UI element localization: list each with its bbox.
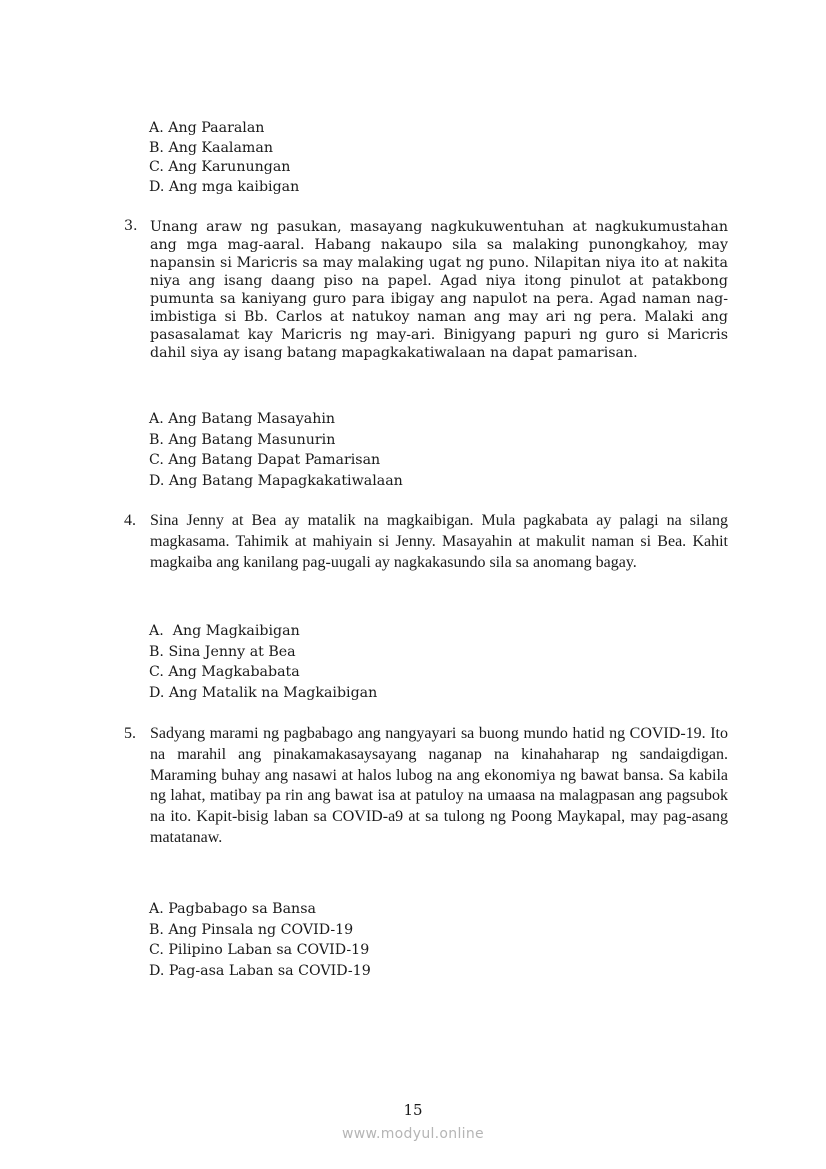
question-5 [124, 724, 728, 849]
prev-question-options [149, 119, 299, 197]
question-text: Sina Jenny at Bea ay matalik na magkaibigan. Mula pagkabata ay palagi na silang magkasama. Tahimik at mahiyain si Jenny. Masayahin at makulit naman si Bea. Kahit magkaiba ang kanilang pag-uugali ay nagkakasundo sila sa anomang bagay. [150, 512, 728, 571]
option-d: D. Ang Batang Mapagkakatiwalaan [149, 472, 403, 489]
option-a: A. Ang Paaralan [149, 120, 265, 136]
option-d: D. Ang mga kaibigan [149, 178, 300, 195]
question-number: 4. [124, 512, 136, 529]
option-a: A. Ang Magkaibigan [149, 623, 300, 639]
question-4 [124, 511, 728, 573]
question-5-options [149, 899, 371, 981]
option-b: B. Sina Jenny at Bea [149, 643, 296, 660]
option-c: C. Pilipino Laban sa COVID-19 [149, 942, 370, 958]
question-number: 5. [124, 725, 136, 742]
option-a: A. Ang Batang Masayahin [149, 411, 336, 427]
option-a: A. Pagbabago sa Bansa [149, 901, 316, 917]
question-text: Unang araw ng pasukan, masayang nagkukuwentuhan at nagkukumustahan ang mga mag-aaral. Habang nakaupo sila sa malaking punongkahoy, may napansin si Maricris sa may malaking ugat ng puno. Nilapitan niya ito at nakita niya ang isang daang piso na papel. Agad niya itong pinulot at patakbong pumunta sa kaniyang guro para ibigay ang napulot na pera. Agad naman nag-imbistiga si Bb. Carlos at natukoy naman ang may ari ng pera. Malaki ang pasasalamat kay Maricris ng may-ari. Binigyang papuri ng guro si Maricris dahil siya ay isang batang mapagkakatiwalaan na dapat pamarisan. [150, 219, 728, 361]
option-b: B. Ang Kaalaman [149, 139, 273, 156]
watermark: www.modyul.online [342, 1126, 484, 1142]
question-text: Sadyang marami ng pagbabago ang nangyayari sa buong mundo hatid ng COVID-19. Ito na marahil ang pinakamakasaysayang naganap na kinahaharap ng sandaigdigan. Maraming buhay ang nasawi at halos lubog na ang ekonomiya ng bawat bansa. Sa kabila ng lahat, matibay pa rin ang bawat isa at patuloy na umaasa na malagpasan ang pagsubok na ito. Kapit-bisig laban sa COVID-a9 at sa tulong ng Poong Maykapal, may pag-asang matatanaw. [150, 725, 728, 846]
option-b: B. Ang Batang Masunurin [149, 431, 336, 448]
question-number: 3. [124, 218, 138, 234]
option-c: C. Ang Magkababata [149, 664, 300, 680]
option-d: D. Pag-asa Laban sa COVID-19 [149, 962, 371, 979]
option-c: C. Ang Karunungan [149, 159, 291, 175]
page-number: 15 [403, 1101, 423, 1119]
option-c: C. Ang Batang Dapat Pamarisan [149, 452, 381, 468]
question-3 [124, 218, 728, 362]
option-b: B. Ang Pinsala ng COVID-19 [149, 921, 354, 938]
question-4-options [149, 621, 377, 703]
question-3-options [149, 409, 403, 491]
option-d: D. Ang Matalik na Magkaibigan [149, 684, 378, 701]
